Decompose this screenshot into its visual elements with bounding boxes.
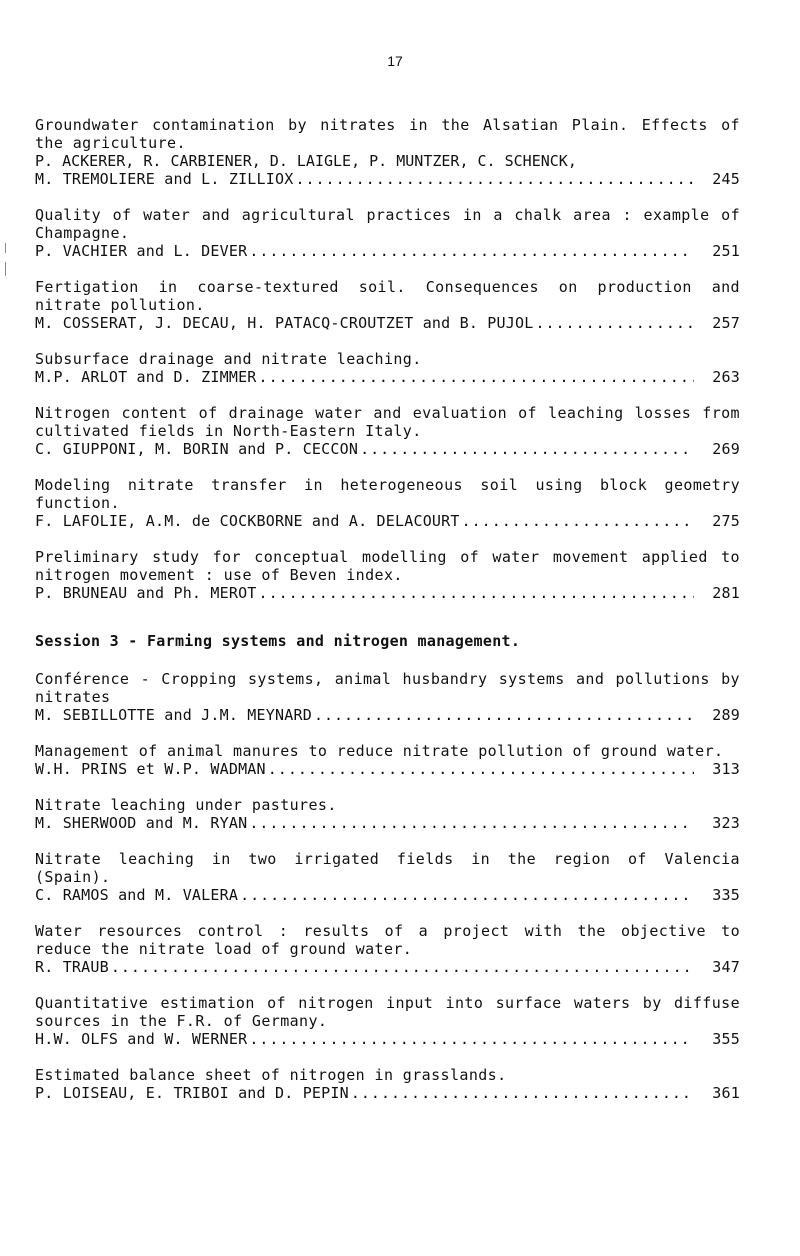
toc-entry-author-line bbox=[35, 1030, 740, 1048]
toc-entry bbox=[35, 850, 740, 904]
toc-entry-page: 269 bbox=[712, 440, 740, 458]
toc-entry-author-line bbox=[35, 440, 740, 458]
toc-entry-authors: F. LAFOLIE, A.M. de COCKBORNE and A. DELACOURT bbox=[35, 512, 460, 530]
dot-leader bbox=[259, 368, 694, 386]
toc-entry-title: Nitrate leaching in two irrigated fields in the region of Valencia (Spain). bbox=[35, 850, 740, 886]
toc-entry-author-line bbox=[35, 314, 740, 332]
dot-leader bbox=[295, 170, 694, 188]
toc-entry-authors: M. TREMOLIERE and L. ZILLIOX bbox=[35, 170, 294, 188]
toc-entry-page: 323 bbox=[712, 814, 740, 832]
toc-entry-page: 257 bbox=[712, 314, 740, 332]
toc-entry-author-line bbox=[35, 1084, 740, 1102]
toc-entry bbox=[35, 922, 740, 976]
table-of-contents bbox=[35, 116, 740, 1120]
dot-leader bbox=[351, 1084, 694, 1102]
toc-entry bbox=[35, 742, 740, 778]
toc-entry-title: Quantitative estimation of nitrogen input into surface waters by diffuse sources in the F.R. of Germany. bbox=[35, 994, 740, 1030]
toc-entry-title: Water resources control : results of a project with the objective to reduce the nitrate load of ground water. bbox=[35, 922, 740, 958]
toc-entry-page: 335 bbox=[712, 886, 740, 904]
toc-entry bbox=[35, 994, 740, 1048]
toc-entry-authors: P. ACKERER, R. CARBIENER, D. LAIGLE, P. MUNTZER, C. SCHENCK, bbox=[35, 152, 577, 170]
toc-entry-page: 275 bbox=[712, 512, 740, 530]
dot-leader bbox=[268, 760, 694, 778]
toc-entry-title: Estimated balance sheet of nitrogen in grasslands. bbox=[35, 1066, 507, 1084]
toc-entry-page: 289 bbox=[712, 706, 740, 724]
toc-entry-authors: M.P. ARLOT and D. ZIMMER bbox=[35, 368, 257, 386]
margin-mark bbox=[5, 243, 6, 253]
toc-entry-author-line bbox=[35, 706, 740, 724]
toc-entry bbox=[35, 116, 740, 188]
dot-leader bbox=[249, 814, 694, 832]
toc-entry bbox=[35, 548, 740, 602]
toc-entry-authors: P. LOISEAU, E. TRIBOI and D. PEPIN bbox=[35, 1084, 349, 1102]
dot-leader bbox=[360, 440, 694, 458]
toc-entry-page: 361 bbox=[712, 1084, 740, 1102]
toc-entry-authors: P. VACHIER and L. DEVER bbox=[35, 242, 248, 260]
toc-entry-page: 347 bbox=[712, 958, 740, 976]
toc-entry bbox=[35, 404, 740, 458]
dot-leader bbox=[462, 512, 694, 530]
toc-entry-title: Nitrate leaching under pastures. bbox=[35, 796, 337, 814]
toc-entry-author-line bbox=[35, 760, 740, 778]
toc-entry-title: Conférence - Cropping systems, animal husbandry systems and pollutions by nitrates bbox=[35, 670, 740, 706]
toc-entry-author-line bbox=[35, 886, 740, 904]
toc-entry-title: Preliminary study for conceptual modelling of water movement applied to nitrogen movement : use of Beven index. bbox=[35, 548, 740, 584]
toc-entry-page: 245 bbox=[712, 170, 740, 188]
toc-entry-title: Quality of water and agricultural practices in a chalk area : example of Champagne. bbox=[35, 206, 740, 242]
toc-entry-author-line bbox=[35, 242, 740, 260]
toc-entry-author-line bbox=[35, 958, 740, 976]
toc-entry-author-line bbox=[35, 512, 740, 530]
page-number: 17 bbox=[387, 53, 403, 69]
toc-entry-title: Nitrogen content of drainage water and evaluation of leaching losses from cultivated fields in North-Eastern Italy. bbox=[35, 404, 740, 440]
dot-leader bbox=[249, 1030, 694, 1048]
toc-entry-author-line bbox=[35, 814, 740, 832]
toc-entry-title: Modeling nitrate transfer in heterogeneous soil using block geometry function. bbox=[35, 476, 740, 512]
dot-leader bbox=[111, 958, 694, 976]
toc-entry bbox=[35, 670, 740, 724]
toc-entry-authors: R. TRAUB bbox=[35, 958, 109, 976]
toc-entry-page: 355 bbox=[712, 1030, 740, 1048]
toc-entry-authors: C. RAMOS and M. VALERA bbox=[35, 886, 239, 904]
toc-entry-authors: M. SHERWOOD and M. RYAN bbox=[35, 814, 248, 832]
margin-mark bbox=[5, 262, 6, 276]
toc-entry-title: Management of animal manures to reduce nitrate pollution of ground water. bbox=[35, 742, 724, 760]
toc-entry bbox=[35, 206, 740, 260]
dot-leader bbox=[259, 584, 694, 602]
toc-entry-page: 313 bbox=[712, 760, 740, 778]
toc-entry bbox=[35, 1066, 740, 1102]
toc-entry-title: Fertigation in coarse-textured soil. Consequences on production and nitrate pollution. bbox=[35, 278, 740, 314]
toc-entry-page: 251 bbox=[712, 242, 740, 260]
toc-entry-title: Groundwater contamination by nitrates in the Alsatian Plain. Effects of the agriculture. bbox=[35, 116, 740, 152]
toc-entry-page: 281 bbox=[712, 584, 740, 602]
toc-entry-author-line bbox=[35, 584, 740, 602]
toc-entry bbox=[35, 350, 740, 386]
toc-entry-page: 263 bbox=[712, 368, 740, 386]
toc-entry bbox=[35, 278, 740, 332]
toc-entry bbox=[35, 476, 740, 530]
session-heading: Session 3 - Farming systems and nitrogen management. bbox=[35, 632, 521, 650]
toc-entry bbox=[35, 796, 740, 832]
toc-entry-author-line bbox=[35, 170, 740, 188]
toc-group-session-3 bbox=[35, 670, 740, 1102]
dot-leader bbox=[240, 886, 694, 904]
toc-entry-title: Subsurface drainage and nitrate leaching. bbox=[35, 350, 422, 368]
toc-entry-authors: M. COSSERAT, J. DECAU, H. PATACQ-CROUTZET and B. PUJOL bbox=[35, 314, 534, 332]
toc-entry-authors: H.W. OLFS and W. WERNER bbox=[35, 1030, 248, 1048]
toc-entry-authors: C. GIUPPONI, M. BORIN and P. CECCON bbox=[35, 440, 359, 458]
dot-leader bbox=[249, 242, 694, 260]
toc-entry-author-line bbox=[35, 368, 740, 386]
toc-entry-authors: M. SEBILLOTTE and J.M. MEYNARD bbox=[35, 706, 312, 724]
toc-entry-authors: P. BRUNEAU and Ph. MEROT bbox=[35, 584, 257, 602]
toc-group-session-2 bbox=[35, 116, 740, 602]
dot-leader bbox=[314, 706, 694, 724]
toc-entry-authors: W.H. PRINS et W.P. WADMAN bbox=[35, 760, 266, 778]
dot-leader bbox=[535, 314, 694, 332]
